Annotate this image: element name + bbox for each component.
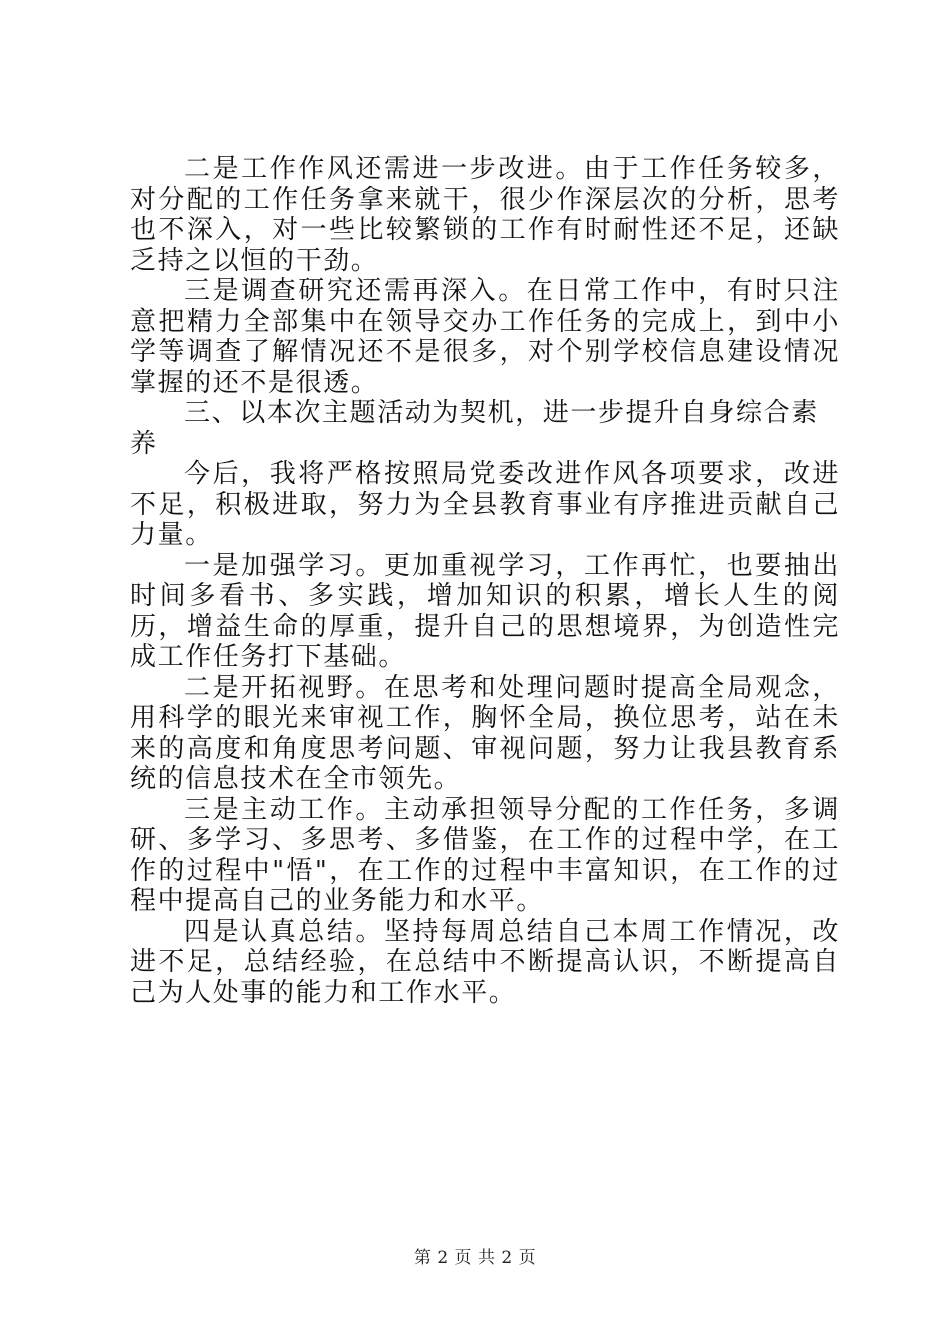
paragraph-vision: 二是开拓视野。在思考和处理问题时提高全局观念，用科学的眼光来审视工作，胸怀全局，换位思考，站在未来的高度和角度思考问题、审视问题，努力让我县教育系统的信息技术在全市领先。 [130, 672, 840, 794]
document-body [130, 154, 840, 1008]
section-heading-improvement: 三、以本次主题活动为契机，进一步提升自身综合素养 [130, 398, 819, 459]
paragraph-work-style: 二是工作作风还需进一步改进。由于工作任务较多，对分配的工作任务拿来就干，很少作深层次的分析，思考也不深入，对一些比较繁锁的工作有时耐性还不足，还缺乏持之以恒的干劲。 [130, 154, 840, 276]
paragraph-research: 三是调查研究还需再深入。在日常工作中，有时只注意把精力全部集中在领导交办工作任务的完成上，到中小学等调查了解情况还不是很多，对个别学校信息建设情况掌握的还不是很透。 [130, 276, 840, 398]
page-number-footer: 第 2 页 共 2 页 [413, 1248, 537, 1268]
paragraph-intro-future: 今后，我将严格按照局党委改进作风各项要求，改进不足，积极进取，努力为全县教育事业有序推进贡献自己力量。 [130, 459, 840, 550]
paragraph-initiative: 三是主动工作。主动承担领导分配的工作任务，多调研、多学习、多思考、多借鉴，在工作的过程中学，在工作的过程中"悟"，在工作的过程中丰富知识，在工作的过程中提高自己的业务能力和水平。 [130, 794, 840, 916]
paragraph-summary: 四是认真总结。坚持每周总结自己本周工作情况，改进不足，总结经验，在总结中不断提高认识，不断提高自己为人处事的能力和工作水平。 [130, 916, 840, 1008]
paragraph-learning: 一是加强学习。更加重视学习，工作再忙，也要抽出时间多看书、多实践，增加知识的积累，增长人生的阅历，增益生命的厚重，提升自己的思想境界，为创造性完成工作任务打下基础。 [130, 550, 840, 672]
